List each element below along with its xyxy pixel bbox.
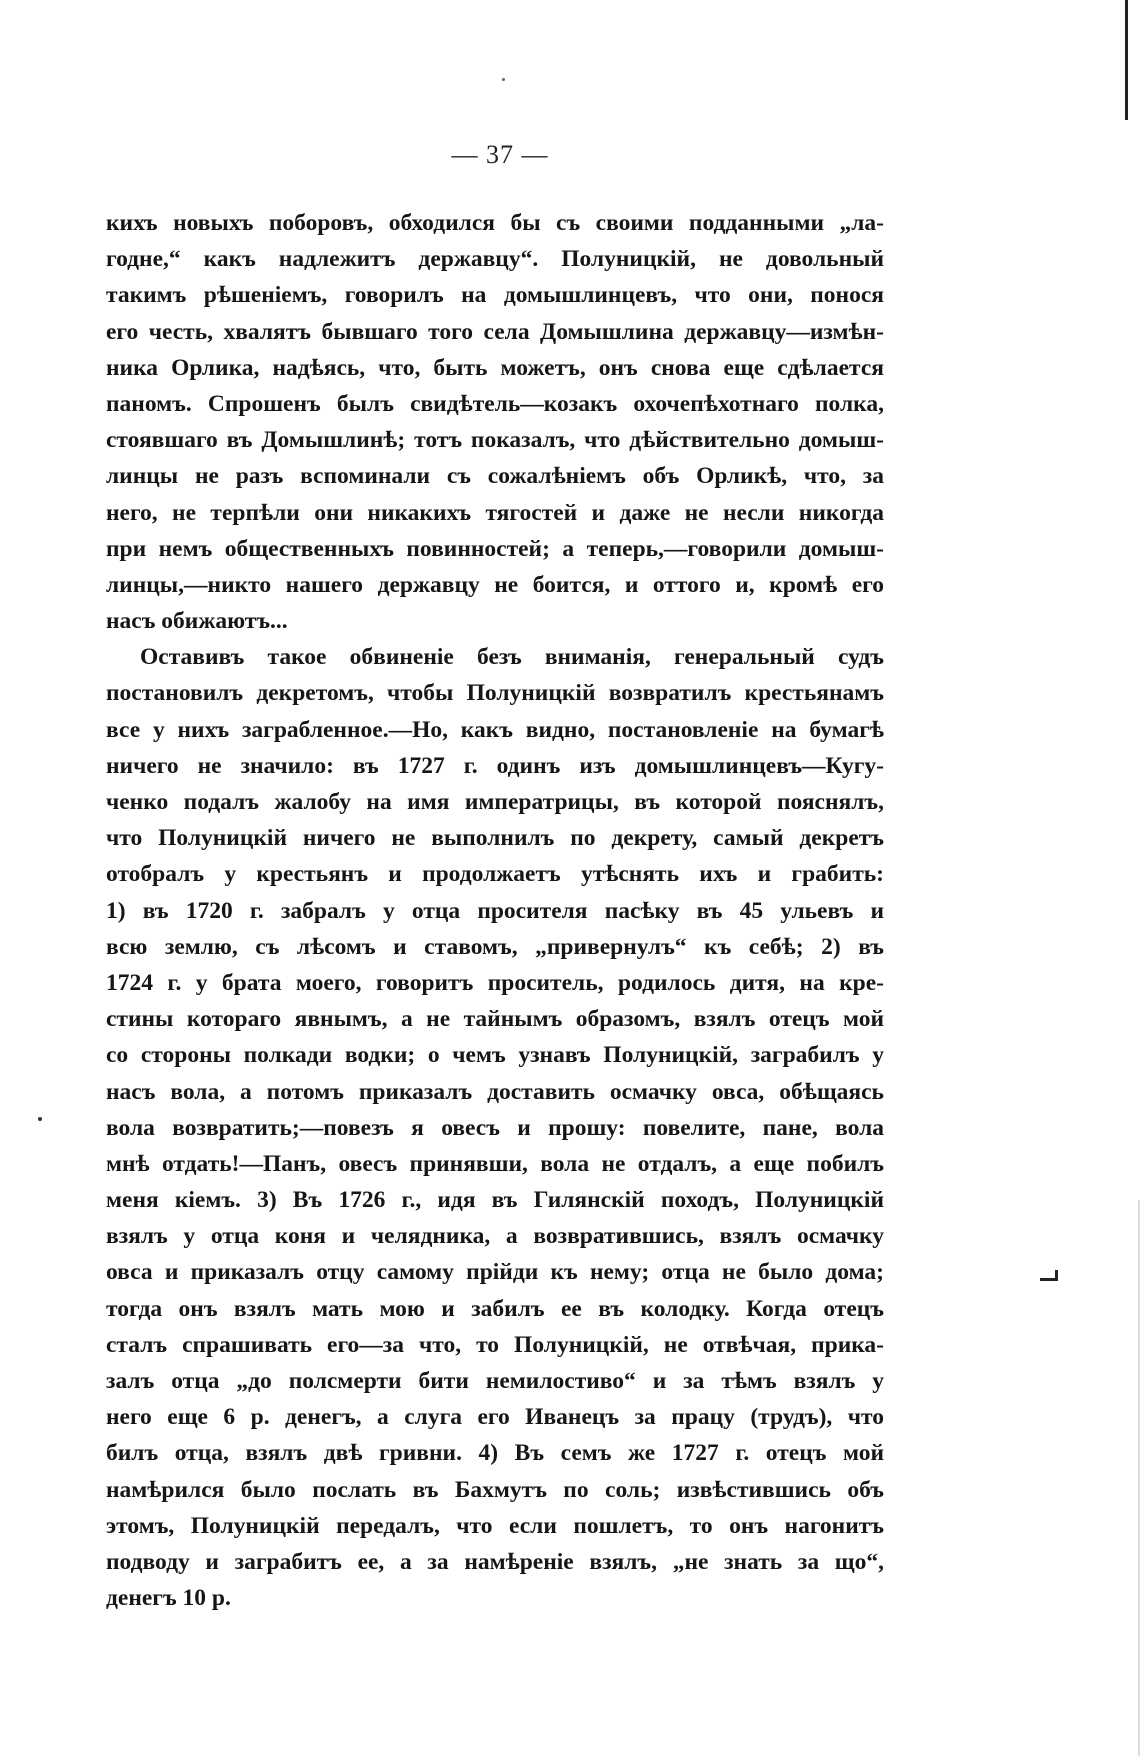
text-line: всю землю, съ лѣсомъ и ставомъ, „привернулъ“ къ себѣ; 2) въ (106, 933, 884, 960)
text-line: подводу и заграбитъ ее, а за намѣреніе взялъ, „не знать за що“, (106, 1548, 884, 1575)
text-line: 1724 г. у брата моего, говоритъ проситель, родилось дитя, на кре- (106, 969, 884, 996)
text-line: линцы,—никто нашего державцу не боится, и оттого и, кромѣ его (106, 571, 884, 598)
text-line: насъ обижаютъ... (106, 608, 288, 635)
text-line: со стороны полкади водки; о чемъ узнавъ Полуницкій, заграбилъ у (106, 1042, 884, 1069)
text-line: стины котораго явнымъ, а не тайнымъ образомъ, взялъ отецъ мой (106, 1006, 884, 1033)
text-line: мнѣ отдать!—Панъ, овесъ принявши, вола не отдалъ, а еще побилъ (106, 1150, 884, 1177)
body-text (106, 205, 884, 1616)
text-line: отобралъ у крестьянъ и продолжаетъ утѣснять ихъ и грабить: (106, 861, 884, 888)
text-line: ченко подалъ жалобу на имя императрицы, въ которой пояснялъ, (106, 789, 884, 815)
text-line: кихъ новыхъ поборовъ, обходился бы съ своими подданными „ла- (106, 210, 884, 236)
text-line: ничего не значило: въ 1727 г. одинъ изъ домышлинцевъ—Кугу- (106, 752, 884, 779)
text-line: Оставивъ такое обвиненіе безъ вниманія, генеральный судъ (140, 644, 884, 671)
scan-speck (502, 78, 505, 81)
text-line: такимъ рѣшеніемъ, говорилъ на домышлинцевъ, что они, понося (106, 282, 884, 309)
text-line: залъ отца „до полсмерти бити немилостиво“ и за тѣмъ взялъ у (106, 1368, 884, 1394)
text-line: тогда онъ взялъ мать мою и забилъ ее въ колодку. Когда отецъ (106, 1295, 884, 1322)
text-line: его честь, хвалятъ бывшаго того села Домышлина державцу—измѣн- (106, 318, 884, 345)
text-line: овса и приказалъ отцу самому прійди къ нему; отца не было дома; (106, 1259, 884, 1286)
text-line: вола возвратить;—повезъ я овесъ и прошу: повелите, пане, вола (106, 1114, 884, 1141)
text-line: что Полуницкій ничего не выполнилъ по декрету, самый декретъ (106, 825, 884, 852)
page-number: — 37 — (451, 140, 549, 169)
text-line: все у нихъ заграбленное.—Но, какъ видно, постановленіе на бумагѣ (106, 716, 884, 743)
scan-speck-left (38, 1117, 42, 1121)
text-line: стоявшаго въ Домышлинѣ; тотъ показалъ, что дѣйствительно домыш- (106, 427, 884, 454)
text-line: меня кіемъ. 3) Въ 1726 г., идя въ Гилянскій походъ, Полуницкій (106, 1187, 884, 1214)
margin-bracket-mark (1040, 1278, 1058, 1281)
text-line: сталъ спрашивать его—за что, то Полуницкій, не отвѣчая, прика- (106, 1331, 884, 1358)
text-line: при немъ общественныхъ повинностей; а теперь,—говорили домыш- (106, 535, 884, 562)
text-line: него, не терпѣли они никакихъ тягостей и даже не несли никогда (106, 499, 884, 526)
text-line: паномъ. Спрошенъ былъ свидѣтель—козакъ охочепѣхотнаго полка, (106, 390, 884, 417)
text-line: билъ отца, взялъ двѣ гривни. 4) Въ семъ же 1727 г. отецъ мой (106, 1440, 884, 1467)
text-line: насъ вола, а потомъ приказалъ доставить осмачку овса, обѣщаясь (106, 1078, 884, 1105)
text-line: ника Орлика, надѣясь, что, быть можетъ, онъ снова еще сдѣлается (106, 354, 884, 381)
text-line: него еще 6 р. денегъ, а слуга его Иванецъ за працу (трудъ), что (106, 1404, 884, 1431)
text-line: намѣрился было послать въ Бахмутъ по соль; извѣстившись объ (106, 1476, 884, 1503)
text-line: годне,“ какъ надлежитъ державцу“. Полуницкій, не довольный (106, 246, 884, 273)
text-line: постановилъ декретомъ, чтобы Полуницкій возвратилъ крестьянамъ (106, 680, 884, 707)
scan-edge-mark (1125, 0, 1128, 120)
text-line: этомъ, Полуницкій передалъ, что если пошлетъ, то онъ нагонитъ (106, 1512, 884, 1539)
text-line: 1) въ 1720 г. забралъ у отца просителя пасѣку въ 45 ульевъ и (106, 897, 884, 924)
text-line: денегъ 10 р. (106, 1585, 231, 1612)
text-line: линцы не разъ вспоминали съ сожалѣніемъ объ Орликѣ, что, за (106, 463, 884, 490)
text-line: взялъ у отца коня и челядника, а возвратившись, взялъ осмачку (106, 1223, 884, 1250)
